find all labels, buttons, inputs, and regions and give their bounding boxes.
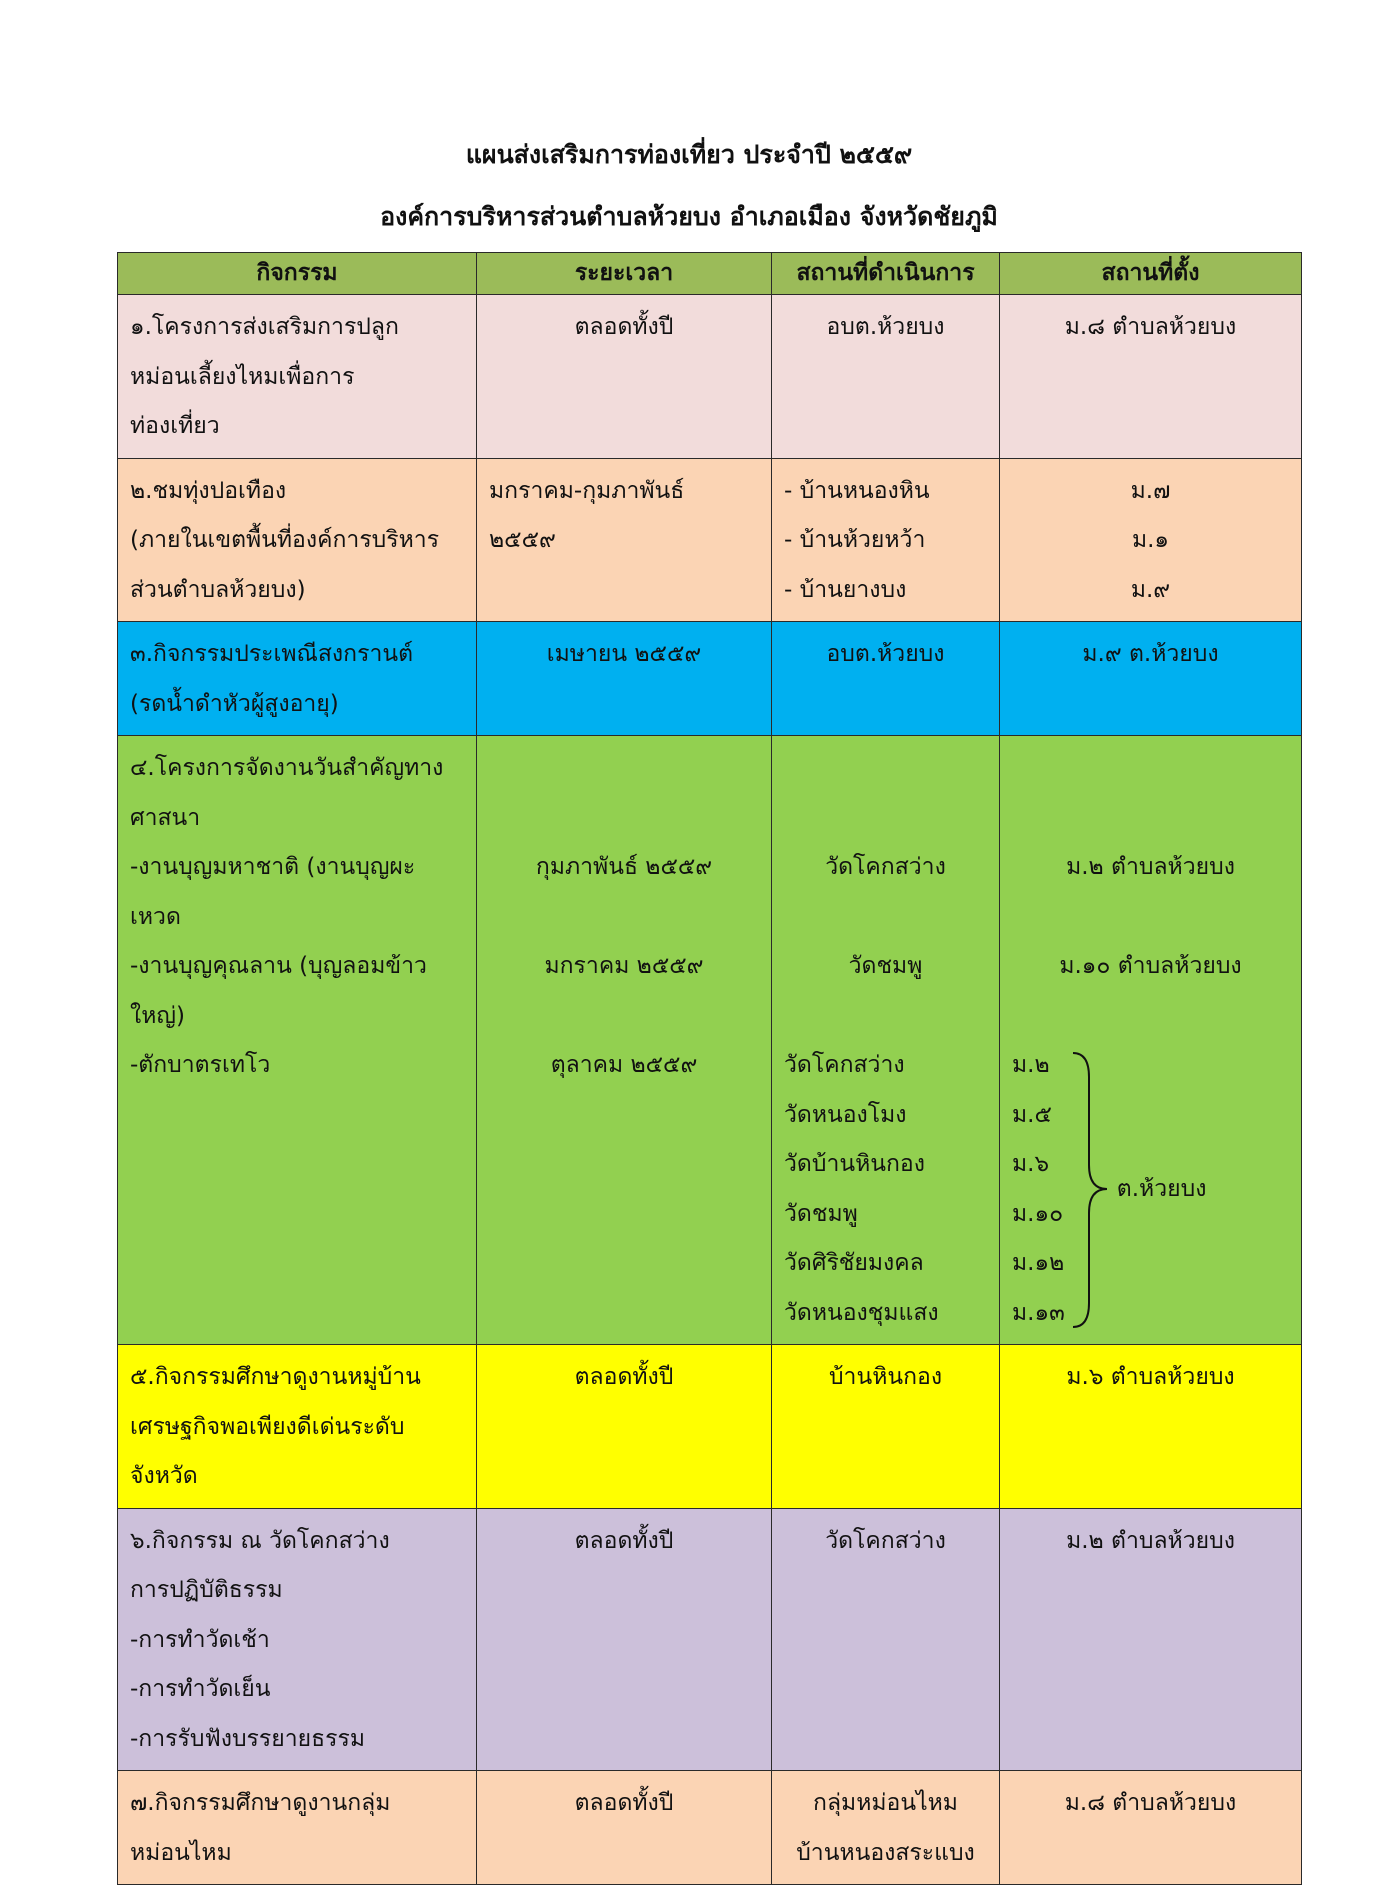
header-location: สถานที่ตั้ง bbox=[1000, 253, 1302, 295]
activity-cell: ๔.โครงการจัดงานวันสำคัญทาง ศาสนา -งานบุญมหาชาติ (งานบุญผะ เหวด -งานบุญคุณลาน (บุญลอมข้าว ใหญ่) -ตักบาตรเทโว bbox=[118, 736, 477, 1345]
period-cell: กุมภาพันธ์ ๒๕๕๙ มกราคม ๒๕๕๙ ตุลาคม ๒๕๕๙ bbox=[477, 736, 772, 1345]
header-venue: สถานที่ดำเนินการ bbox=[772, 253, 1000, 295]
activity-cell: ๕.กิจกรรมศึกษาดูงานหมู่บ้าน เศรษฐกิจพอเพียงดีเด่นระดับ จังหวัด bbox=[118, 1345, 477, 1509]
table-row bbox=[118, 736, 1302, 1345]
period-cell: ตลอดทั้งปี bbox=[477, 1771, 772, 1885]
table-row bbox=[118, 1345, 1302, 1509]
venue-cell: วัดโคกสว่าง วัดชมพู วัดโคกสว่าง วัดหนองโมง วัดบ้านหินกอง วัดชมพู วัดศิริชัยมงคล วัดหนองชุมแสง bbox=[772, 736, 1000, 1345]
period-cell: ตลอดทั้งปี bbox=[477, 1508, 772, 1771]
venue-cell: อบต.ห้วยบง bbox=[772, 622, 1000, 736]
table-row bbox=[118, 458, 1302, 622]
period-cell: ตลอดทั้งปี bbox=[477, 295, 772, 459]
table-row bbox=[118, 1771, 1302, 1885]
venue-cell: วัดโคกสว่าง bbox=[772, 1508, 1000, 1771]
venue-cell: บ้านหินกอง bbox=[772, 1345, 1000, 1509]
period-cell: เมษายน ๒๕๕๙ bbox=[477, 622, 772, 736]
period-cell: ตลอดทั้งปี bbox=[477, 1345, 772, 1509]
location-cell: ม.๗ ม.๑ ม.๙ bbox=[1000, 458, 1302, 622]
alms-subdistrict: ต.ห้วยบง bbox=[1116, 1175, 1207, 1202]
document-title: แผนส่งเสริมการท่องเที่ยว ประจำปี ๒๕๕๙ bbox=[465, 140, 913, 169]
table-row bbox=[118, 295, 1302, 459]
table-row bbox=[118, 622, 1302, 736]
tourism-plan-table bbox=[117, 252, 1302, 1885]
activity-cell: ๓.กิจกรรมประเพณีสงกรานต์ (รดน้ำดำหัวผู้สูงอายุ) bbox=[118, 622, 477, 736]
location-cell: ม.๘ ตำบลห้วยบง bbox=[1000, 295, 1302, 459]
location-cell: ม.๒ ตำบลห้วยบง bbox=[1000, 1508, 1302, 1771]
period-cell: มกราคม-กุมภาพันธ์ ๒๕๕๙ bbox=[477, 458, 772, 622]
location-cell: ม.๖ ตำบลห้วยบง bbox=[1000, 1345, 1302, 1509]
location-cell: ม.๙ ต.ห้วยบง bbox=[1000, 622, 1302, 736]
activity-cell: ๗.กิจกรรมศึกษาดูงานกลุ่ม หม่อนไหม bbox=[118, 1771, 477, 1885]
location-cell: ม.๘ ตำบลห้วยบง bbox=[1000, 1771, 1302, 1885]
venue-cell: - บ้านหนองหิน - บ้านห้วยหว้า - บ้านยางบง bbox=[772, 458, 1000, 622]
location-cell: ม.๒ ตำบลห้วยบง ม.๑๐ ตำบลห้วยบง ม.๒ ม.๕ ม.๖ ม.๑๐ ม.๑๒ ม.๑๓ ต.ห้วยบง bbox=[1000, 736, 1302, 1345]
header-activity: กิจกรรม bbox=[118, 253, 477, 295]
document-subtitle: องค์การบริหารส่วนตำบลห้วยบง อำเภอเมือง จังหวัดชัยภูมิ bbox=[380, 202, 998, 231]
venue-cell: อบต.ห้วยบง bbox=[772, 295, 1000, 459]
header-period: ระยะเวลา bbox=[477, 253, 772, 295]
activity-cell: ๒.ชมทุ่งปอเทือง (ภายในเขตพื้นที่องค์การบริหาร ส่วนตำบลห้วยบง) bbox=[118, 458, 477, 622]
table-row bbox=[118, 1508, 1302, 1771]
curly-brace-icon bbox=[1065, 1041, 1115, 1338]
table-header-row bbox=[118, 253, 1302, 295]
activity-cell: ๖.กิจกรรม ณ วัดโคกสว่าง การปฏิบัติธรรม -การทำวัดเช้า -การทำวัดเย็น -การรับฟังบรรยายธรรม bbox=[118, 1508, 477, 1771]
alms-villages-group: ม.๒ ม.๕ ม.๖ ม.๑๐ ม.๑๒ ม.๑๓ ต.ห้วยบง bbox=[1012, 1041, 1289, 1338]
venue-cell: กลุ่มหม่อนไหม บ้านหนองสระแบง bbox=[772, 1771, 1000, 1885]
activity-cell: ๑.โครงการส่งเสริมการปลูก หม่อนเลี้ยงไหมเพื่อการ ท่องเที่ยว bbox=[118, 295, 477, 459]
